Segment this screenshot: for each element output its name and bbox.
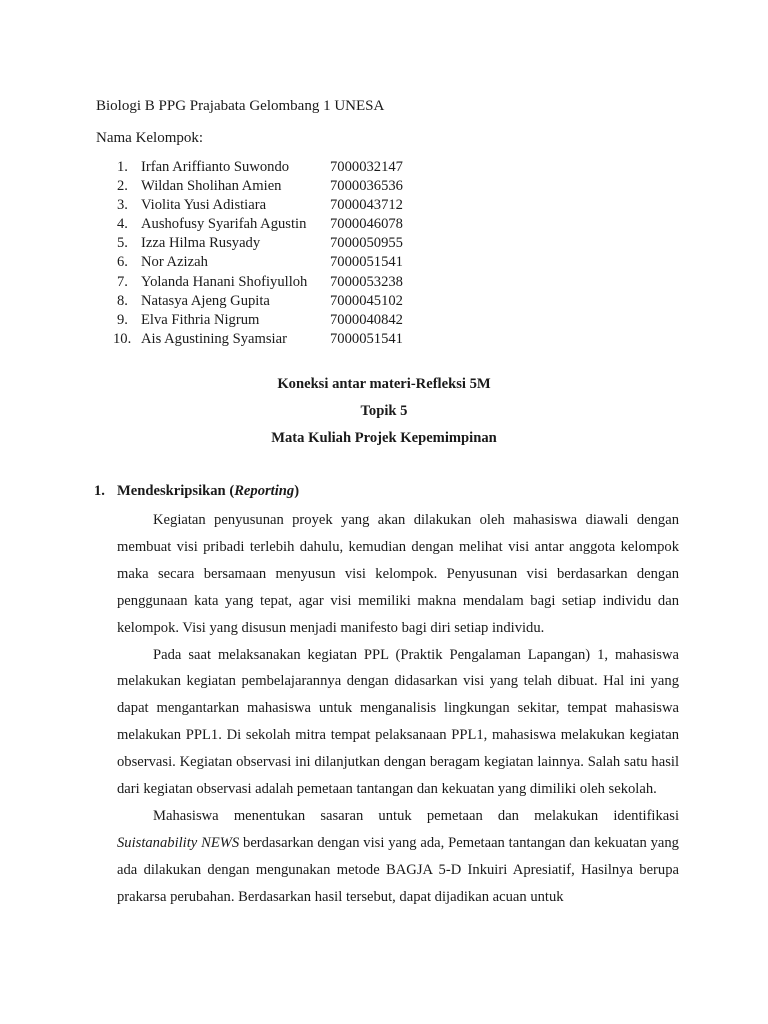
section-body [117,507,679,911]
topic-label: Topik 5 [360,403,408,419]
member-list [113,158,403,349]
paragraph: Kegiatan penyusunan proyek yang akan dilakukan oleh mahasiswa diawali dengan membuat visi pribadi terlebih dahulu, kemudian dengan melihat visi antar anggota kelompok maka secara bersamaan menyusun visi kelompok. Penyusunan visi berdasarkan dengan penggunaan kata yang tepat, agar visi memiliki makna mendalam bagi setiap individu dan kelompok. Visi yang disusun menjadi manifesto bagi diri setiap individu. [117,512,679,636]
list-item: 3. Violita Yusi Adistiara 7000043712 [117,197,403,214]
course-line: Biologi B PPG Prajabata Gelombang 1 UNESA [96,98,385,114]
section-heading: 1. Mendeskripsikan (Reporting) [94,483,300,499]
document-title: Koneksi antar materi-Refleksi 5M [277,376,491,392]
list-item: 7. Yolanda Hanani Shofiyulloh 7000053238 [117,273,403,290]
list-item: 8. Natasya Ajeng Gupita 7000045102 [117,292,403,309]
list-item: 6. Nor Azizah 7000051541 [117,254,403,271]
group-label: Nama Kelompok: [96,130,204,146]
course-title: Mata Kuliah Projek Kepemimpinan [271,430,497,446]
list-item: 1. Irfan Ariffianto Suwondo 7000032147 [117,159,403,175]
list-item: 9. Elva Fithria Nigrum 7000040842 [117,311,403,328]
paragraph: Mahasiswa menentukan sasaran untuk pemetaan dan melakukan identifikasi Suistanability NEWS berdasarkan dengan visi yang ada, Pemetaan tantangan dan kekuatan yang ada dilakukan dengan mengunakan metode BAGJA 5-D Inkuiri Apresiatif, Hasilnya berupa prakarsa perubahan. Berdasarkan hasil tersebut, dapat dijadikan acuan untuk [117,807,679,905]
list-item: 5. Izza Hilma Rusyady 7000050955 [117,235,403,252]
list-item: 2. Wildan Sholihan Amien 7000036536 [117,178,403,195]
list-item: 10. Ais Agustining Syamsiar 7000051541 [113,330,403,347]
paragraph: Pada saat melaksanakan kegiatan PPL (Praktik Pengalaman Lapangan) 1, mahasiswa melakukan kegiatan pembelajarannya dengan didasarkan visi yang telah dibuat. Hal ini yang dapat mengantarkan mahasiswa untuk menganalisis lingkungan sekitar, tempat mahasiswa melakukan PPL1. Di sekolah mitra tempat pelaksanaan PPL1, mahasiswa melakukan kegiatan observasi. Kegiatan observasi ini dilanjutkan dengan beragam kegiatan lainnya. Salah satu hasil dari kegiatan observasi adalah pemetaan tantangan dan kekuatan yang dimiliki oleh sekolah. [117,646,679,798]
list-item: 4. Aushofusy Syarifah Agustin 7000046078 [117,216,403,233]
